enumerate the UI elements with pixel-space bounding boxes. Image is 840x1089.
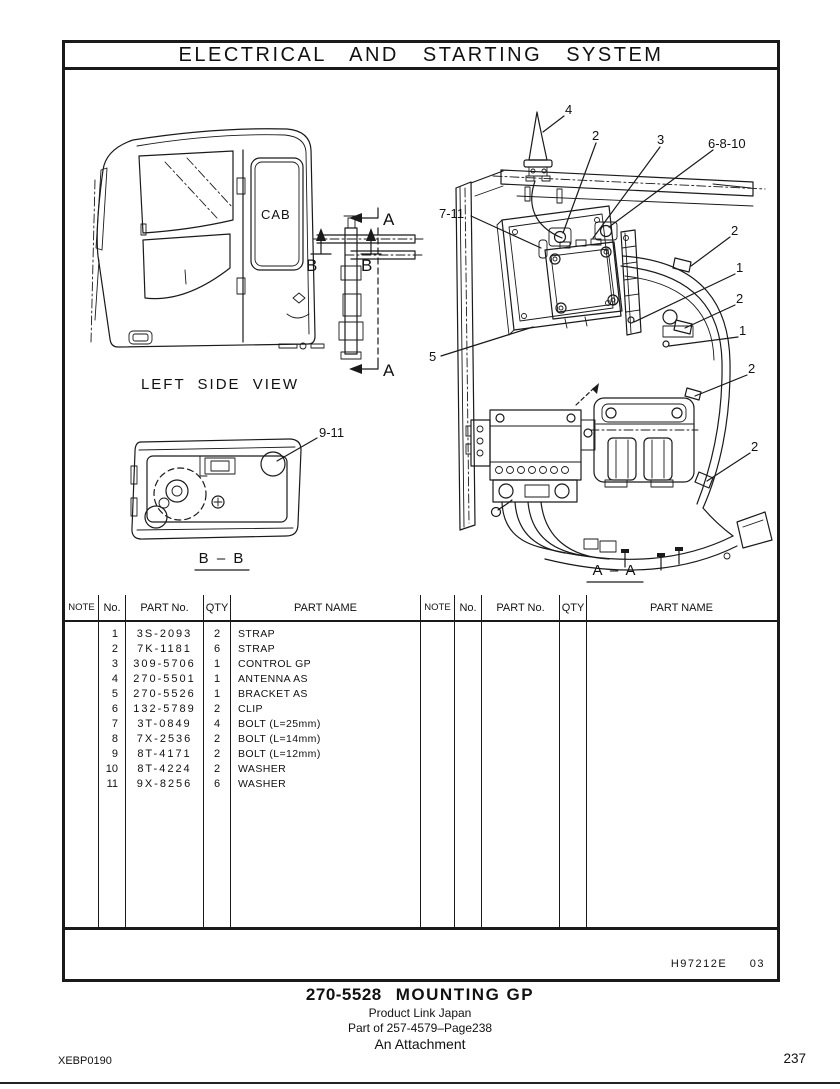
part-name-cell: BRACKET AS: [238, 688, 308, 700]
col-header-qty: QTY: [204, 595, 231, 620]
aa-roof-rail: [493, 170, 765, 206]
callout-1-a: 1: [736, 260, 744, 275]
qty-cell: 1: [213, 658, 221, 670]
col-header-part-no-r: PART No.: [482, 595, 560, 620]
section-letter-b-right: B: [361, 256, 373, 275]
antenna: [524, 112, 562, 238]
part-of-line: Part of 257-4579–Page238: [347, 1021, 493, 1035]
part-name-column-right: [587, 622, 776, 927]
aa-pillar: [456, 171, 503, 530]
qty-cell: 1: [213, 688, 221, 700]
page-bottom-edge: [0, 1082, 840, 1084]
qty-cell: 2: [213, 628, 221, 640]
part-no-cell: 132-5789: [133, 703, 196, 715]
callout-2-top: 2: [592, 128, 600, 143]
aa-callout-4: [543, 102, 572, 132]
part-no-column-right: [482, 622, 560, 927]
gp-name: MOUNTING GP: [395, 985, 535, 1004]
technical-drawing: [65, 70, 783, 595]
part-no-cell: 7X-2536: [136, 733, 193, 745]
no-cell: 3: [111, 658, 118, 670]
callout-7-11: 7-11: [439, 206, 465, 221]
qty-cell: 6: [213, 778, 221, 790]
bottom-strip: [65, 930, 777, 979]
col-header-part-name-r: PART NAME: [650, 601, 713, 614]
ecu-box: [466, 410, 581, 502]
part-name-cell: WASHER: [238, 778, 287, 790]
callout-2-b: 2: [736, 291, 744, 306]
col-header-part-name: PART NAME: [231, 595, 421, 620]
no-cell: 4: [111, 673, 118, 685]
callout-5: 5: [429, 349, 437, 364]
qty-cell: 2: [213, 703, 221, 715]
cab-mount-bracket: [339, 216, 363, 359]
cab-outline: [91, 129, 318, 347]
no-cell: 7: [111, 718, 118, 730]
left-view-caption: LEFT SIDE VIEW: [140, 376, 300, 393]
table-header: [65, 595, 777, 622]
part-name-column: [231, 622, 421, 927]
part-name-cell: BOLT (L=25mm): [238, 718, 321, 730]
part-name-cell: CLIP: [238, 703, 263, 715]
cab-label: CAB: [261, 207, 291, 222]
callout-2-c: 2: [748, 361, 756, 376]
part-name-cell: BOLT (L=12mm): [238, 748, 321, 760]
part-no-cell: 3S-2093: [136, 628, 193, 640]
part-no-cell: 8T-4224: [137, 763, 192, 775]
no-cell: 5: [111, 688, 118, 700]
note-column-right: [421, 622, 455, 927]
section-arrows-b: [311, 228, 381, 254]
part-name-cell: WASHER: [238, 763, 287, 775]
part-no-cell: 309-5706: [133, 658, 196, 670]
no-cell: 9: [111, 748, 118, 760]
qty-cell: 4: [213, 718, 221, 730]
bb-caption: [195, 550, 249, 570]
part-name-cell: STRAP: [238, 643, 276, 655]
panel-side-channel: [621, 230, 641, 335]
part-name-cell: ANTENNA AS: [238, 673, 308, 685]
cab-door: [129, 150, 324, 349]
col-header-no-r: No.: [455, 595, 482, 620]
part-no-cell: 8T-4171: [137, 748, 192, 760]
page-frame: [62, 40, 780, 982]
part-name-cell: CONTROL GP: [238, 658, 312, 670]
no-column-right: [455, 622, 482, 927]
form-code: XEBP0190: [58, 1055, 112, 1067]
part-no-cell: 270-5501: [133, 673, 196, 685]
svg-text:B – B: B – B: [198, 550, 246, 567]
part-no-column: [126, 622, 204, 927]
product-line: Product Link Japan: [368, 1006, 472, 1020]
part-name-cell: BOLT (L=14mm): [238, 733, 321, 745]
cab-windshield: [139, 151, 233, 299]
callout-3: 3: [657, 132, 665, 147]
qty-cell: 2: [213, 763, 221, 775]
diagram-area: [65, 70, 777, 595]
part-no-cell: 7K-1181: [137, 643, 192, 655]
no-cell: 8: [111, 733, 118, 745]
parts-table: [65, 595, 777, 930]
part-name-cell: STRAP: [238, 628, 276, 640]
col-header-qty-r: QTY: [560, 595, 587, 620]
callout-6-8-10: 6-8-10: [708, 136, 746, 151]
note-column: [65, 622, 99, 927]
section-letter-a-top: A: [383, 210, 395, 229]
table-body: [65, 622, 777, 927]
aa-caption: [587, 562, 643, 582]
svg-text:A – A: A – A: [592, 562, 638, 579]
col-header-part-no: PART No.: [126, 595, 204, 620]
qty-cell: 1: [213, 673, 221, 685]
qty-cell: 6: [213, 643, 221, 655]
section-arrow-a-top: [349, 208, 378, 223]
aa-top-callouts: [429, 128, 746, 364]
gp-number: 270-5528: [305, 985, 382, 1004]
no-cell: 6: [111, 703, 118, 715]
gp-title: [0, 985, 840, 1005]
section-letter-b-left: B: [306, 256, 318, 275]
bottom-wiring: [492, 500, 773, 570]
callout-1-b: 1: [739, 323, 747, 338]
qty-cell: 2: [213, 733, 221, 745]
callout-2-d: 2: [751, 439, 759, 454]
part-no-cell: 3T-0849: [137, 718, 192, 730]
callout-9-11: 9-11: [319, 425, 345, 440]
section-arrow-a-bottom: [349, 360, 378, 374]
aa-right-callouts: [634, 223, 758, 481]
subtitle-block: [0, 985, 840, 1052]
part-no-cell: 9X-8256: [136, 778, 193, 790]
bb-plate: [131, 439, 301, 539]
col-header-note: NOTE: [65, 595, 99, 620]
callout-2-a: 2: [731, 223, 739, 238]
page-title: ELECTRICAL AND STARTING SYSTEM: [65, 43, 777, 70]
col-header-no: No.: [99, 595, 126, 620]
doc-code-value: H97212E: [670, 958, 728, 970]
doc-rev-value: 03: [749, 958, 765, 970]
relay-assembly: [576, 383, 698, 487]
qty-column: [204, 622, 231, 927]
callout-4: 4: [565, 102, 573, 117]
no-cell: 11: [106, 778, 118, 790]
section-letter-a-bottom: A: [383, 361, 395, 380]
attachment-line: An Attachment: [374, 1036, 466, 1052]
bb-callout-9-11: [277, 425, 344, 461]
qty-column-right: [560, 622, 587, 927]
page-number: 237: [783, 1051, 806, 1066]
no-cell: 10: [105, 763, 118, 775]
part-no-cell: 270-5526: [133, 688, 196, 700]
no-cell: 1: [111, 628, 118, 640]
no-column: [99, 622, 126, 927]
qty-cell: 2: [213, 748, 221, 760]
no-cell: 2: [111, 643, 118, 655]
col-header-note-r: NOTE: [421, 595, 455, 620]
doc-code: [671, 958, 765, 970]
